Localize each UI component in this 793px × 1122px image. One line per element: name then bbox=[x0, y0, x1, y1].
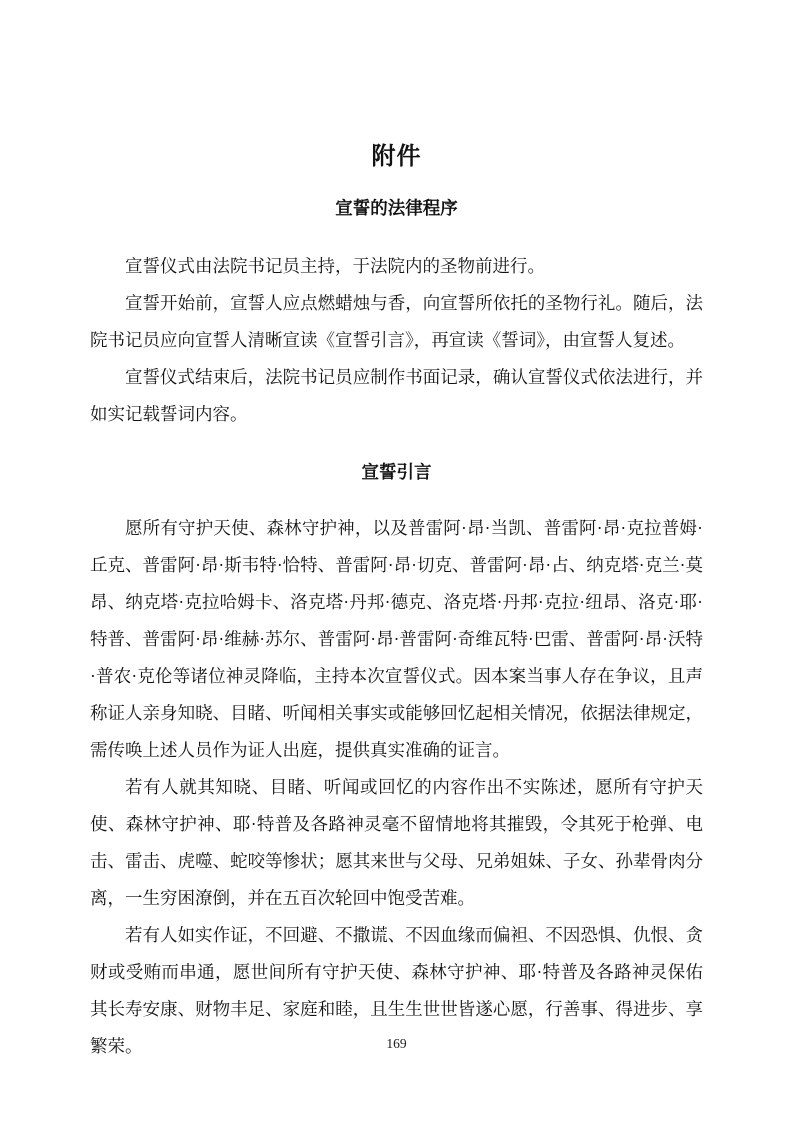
page-number: 169 bbox=[386, 1036, 407, 1051]
document-body bbox=[90, 248, 703, 1065]
paragraph: 若有人如实作证，不回避、不撒谎、不因血缘而偏袒、不因恐惧、仇恨、贪财或受贿而串通，愿世间所有守护天使、森林守护神、耶·特普及各路神灵保佑其长寿安康、财物丰足、家庭和睦，且生生世世皆遂心愿，行善事、得进步、享繁荣。 bbox=[90, 925, 703, 1056]
section-heading: 宣誓引言 bbox=[361, 462, 432, 482]
page-subtitle: 宣誓的法律程序 bbox=[335, 198, 458, 218]
paragraph: 宣誓仪式结束后，法院书记员应制作书面记录，确认宣誓仪式依法进行，并如实记载誓词内容。 bbox=[90, 367, 703, 424]
paragraph: 宣誓开始前，宣誓人应点燃蜡烛与香，向宣誓所依托的圣物行礼。随后，法院书记员应向宣誓人清晰宣读《宣誓引言》，再宣读《誓词》，由宣誓人复述。 bbox=[90, 293, 703, 350]
page-title: 附件 bbox=[371, 144, 422, 170]
paragraph: 若有人就其知晓、目睹、听闻或回忆的内容作出不实陈述，愿所有守护天使、森林守护神、耶·特普及各路神灵毫不留情地将其摧毁，令其死于枪弹、电击、雷击、虎噬、蛇咬等惨状；愿其来世与父母、兄弟姐妹、子女、孙辈骨肉分离，一生穷困潦倒，并在五百次轮回中饱受苦难。 bbox=[90, 777, 703, 908]
paragraph: 愿所有守护天使、森林守护神，以及普雷阿·昂·当凯、普雷阿·昂·克拉普姆·丘克、普雷阿·昂·斯韦特·恰特、普雷阿·昂·切克、普雷阿·昂·占、纳克塔·克兰·莫昂、纳克塔·克拉哈姆卡、洛克塔·丹邦·德克、洛克塔·丹邦·克拉·纽昂、洛克·耶·特普、普雷阿·昂·维赫·苏尔、普雷阿·昂·普雷阿·奇维瓦特·巴雷、普雷阿·昂·沃特·普农·克伦等诸位神灵降临，主持本次宣誓仪式。因本案当事人存在争议，且声称证人亲身知晓、目睹、听闻相关事实或能够回忆起相关情况，依据法律规定，需传唤上述人员作为证人出庭，提供真实准确的证言。 bbox=[90, 518, 703, 760]
paragraph: 宣誓仪式由法院书记员主持，于法院内的圣物前进行。 bbox=[125, 256, 545, 276]
